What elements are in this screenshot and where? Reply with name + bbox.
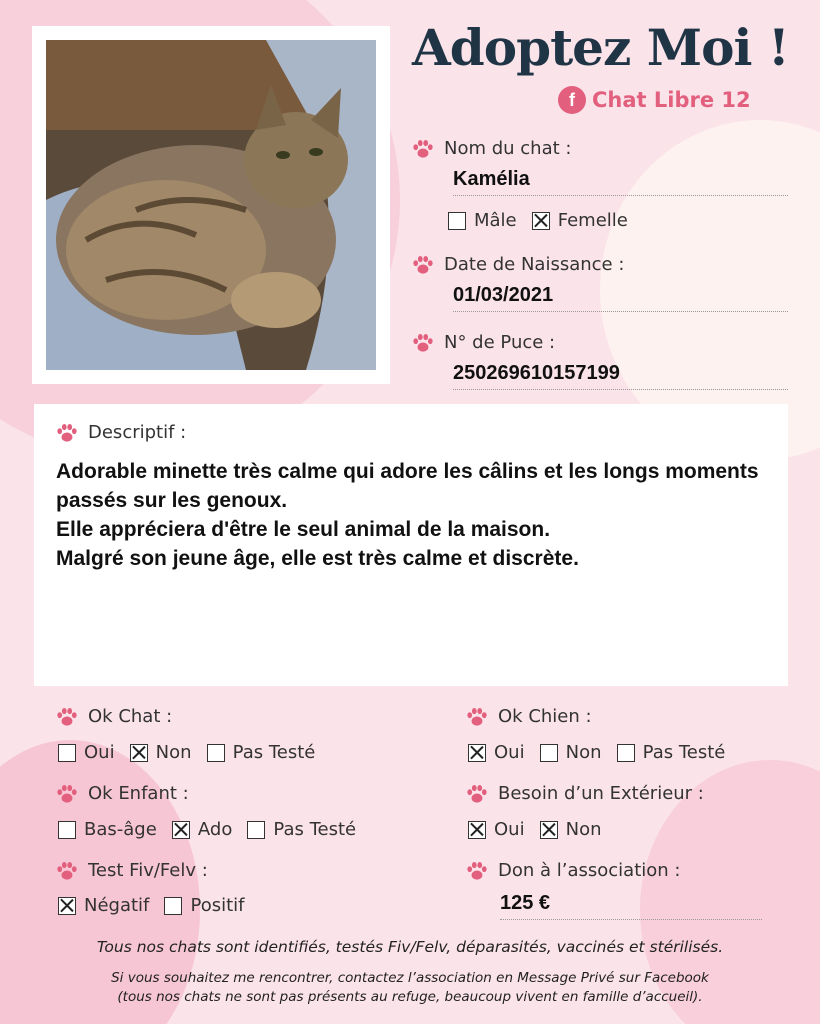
ok-chat-field [56,706,172,727]
don-value: 125 € [500,892,762,920]
birth-label: Date de Naissance : [444,254,625,275]
checkbox-checked[interactable] [540,821,558,839]
checkbox[interactable] [164,897,182,915]
birth-value: 01/03/2021 [453,284,788,312]
birth-field [412,254,624,275]
description-text: Adorable minette très calme qui adore les câlins et les longs moments passés sur les genoux. Elle appréciera d'être le seul animal de la maison. Malgré son jeune âge, elle est très calme et discrète. [56,460,759,570]
option-positif[interactable]: Positif [164,895,244,916]
checkbox[interactable] [617,744,635,762]
ok-chat-options [58,742,325,766]
facebook-icon: f [558,86,586,114]
checkbox-checked[interactable] [172,821,190,839]
checkbox[interactable] [58,821,76,839]
brand-name: Chat Libre 12 [592,88,751,112]
don-label: Don à l’association : [498,860,681,881]
chip-label: N° de Puce : [444,332,556,353]
paw-icon [56,707,78,727]
exterieur-field [466,783,704,804]
exterieur-label: Besoin d’un Extérieur : [498,783,704,804]
checkbox[interactable] [247,821,265,839]
paw-icon [412,139,434,159]
name-field [412,138,571,159]
chip-value: 250269610157199 [453,362,788,390]
cat-photo-frame [32,26,390,384]
page-title: Adoptez Moi ! [412,18,789,77]
option-pas-teste[interactable]: Pas Testé [207,742,316,763]
option-ado[interactable]: Ado [172,819,232,840]
checkbox[interactable] [540,744,558,762]
footer-line-1: Tous nos chats sont identifiés, testés Fiv/Felv, déparasités, vaccinés et stérilisés. [96,938,724,956]
name-label: Nom du chat : [444,138,572,159]
option-pas-teste[interactable]: Pas Testé [617,742,726,763]
paw-icon [466,784,488,804]
paw-icon [466,861,488,881]
paw-icon [56,784,78,804]
option-non[interactable]: Non [130,742,192,763]
description-label: Descriptif : [88,422,187,443]
description-box [34,404,788,686]
checkbox[interactable] [448,212,466,230]
exterieur-options [468,819,612,843]
ok-chien-options [468,742,735,766]
checkbox-checked[interactable] [58,897,76,915]
checkbox[interactable] [58,744,76,762]
option-pas-teste[interactable]: Pas Testé [247,819,356,840]
option-oui[interactable]: Oui [468,742,525,763]
option-oui[interactable]: Oui [58,742,115,763]
paw-icon [56,861,78,881]
ok-chat-label: Ok Chat : [88,706,173,727]
option-non[interactable]: Non [540,819,602,840]
checkbox-checked[interactable] [532,212,550,230]
ok-enfant-field [56,783,189,804]
checkbox-checked[interactable] [468,744,486,762]
checkbox-checked[interactable] [468,821,486,839]
option-non[interactable]: Non [540,742,602,763]
sex-option-male[interactable]: Mâle [448,210,517,231]
ok-chien-label: Ok Chien : [498,706,592,727]
checkbox-checked[interactable] [130,744,148,762]
chip-field [412,332,555,353]
cat-photo [46,40,376,370]
don-field [466,860,680,881]
checkbox[interactable] [207,744,225,762]
fiv-field [56,860,208,881]
footer-line-3: (tous nos chats ne sont pas présents au refuge, beaucoup vivent en famille d’accueil). [117,989,703,1005]
option-oui[interactable]: Oui [468,819,525,840]
fiv-label: Test Fiv/Felv : [88,860,208,881]
option-negatif[interactable]: Négatif [58,895,149,916]
ok-enfant-label: Ok Enfant : [88,783,189,804]
ok-chien-field [466,706,592,727]
ok-enfant-options [58,819,366,843]
sex-options [448,210,638,234]
name-value: Kamélia [453,168,788,196]
fiv-options [58,895,254,919]
footer-line-2: Si vous souhaitez me rencontrer, contactez l’association en Message Privé sur Facebook [111,970,709,986]
sex-option-female[interactable]: Femelle [532,210,628,231]
paw-icon [412,255,434,275]
option-bas-age[interactable]: Bas-âge [58,819,157,840]
brand[interactable] [558,86,751,114]
paw-icon [412,333,434,353]
paw-icon [56,423,78,443]
paw-icon [466,707,488,727]
